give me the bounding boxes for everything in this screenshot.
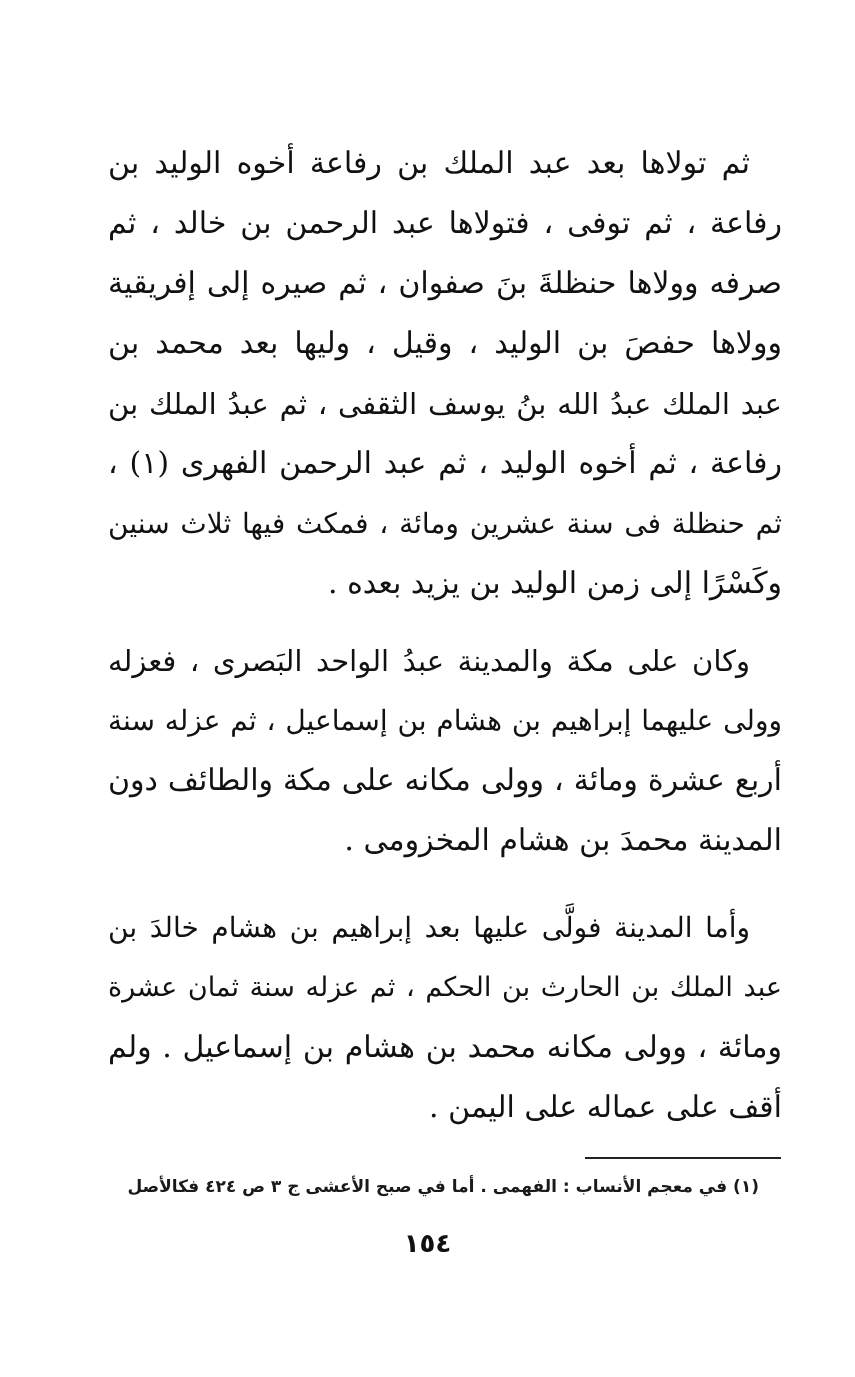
paragraph-line: رفاعة ، ثم توفى ، فتولاها عبد الرحمن بن خالد ، ثم (108, 206, 782, 241)
paragraph-1 (108, 134, 782, 614)
paragraph-line: ومائة ، وولى مكانه محمد بن هشام بن إسماعيل . ولم (108, 1030, 782, 1065)
paragraph-line: أربع عشرة ومائة ، وولى مكانه على مكة والطائف دون (108, 763, 782, 798)
paragraph-line: وكان على مكة والمدينة عبدُ الواحد البَصرى ، فعزله (108, 644, 750, 678)
paragraph-line: صرفه وولاها حنظلةَ بنَ صفوان ، ثم صيره إلى إفريقية (108, 266, 782, 301)
paragraph-line: المدينة محمدَ بن هشام المخزومى . (344, 823, 782, 858)
paragraph-2 (108, 631, 782, 871)
page-number: ١٥٤ (403, 1229, 452, 1259)
paragraph-line: وأما المدينة فولَّى عليها بعد إبراهيم بن هشام خالدَ بن (108, 911, 750, 944)
paragraph-3 (108, 898, 782, 1138)
paragraph-line: وولى عليهما إبراهيم بن هشام بن إسماعيل ، ثم عزله سنة (108, 704, 782, 737)
paragraph-line: عبد الملك بن الحارث بن الحكم ، ثم عزله سنة ثمان عشرة (108, 972, 782, 1003)
footnote-divider (585, 1157, 781, 1159)
paragraph-line: رفاعة ، ثم أخوه الوليد ، ثم عبد الرحمن الفهرى (١) ، (108, 446, 782, 481)
paragraph-line: ثم حنظلة فى سنة عشرين ومائة ، فمكث فيها ثلاث سنين (108, 507, 782, 540)
paragraph-line: وولاها حفصَ بن الوليد ، وقيل ، وليها بعد محمد بن (108, 326, 782, 361)
footnote: (١) في معجم الأنساب : الفهمى . أما في صبح الأعشى ج ٣ ص ٤٢٤ فكالأصل (127, 1177, 759, 1197)
paragraph-line: ثم تولاها بعد عبد الملك بن رفاعة أخوه الوليد بن (108, 146, 750, 181)
paragraph-line: أقف على عماله على اليمن . (429, 1090, 782, 1125)
paragraph-line: وكَسْرًا إلى زمن الوليد بن يزيد بعده . (328, 566, 782, 601)
paragraph-line: عبد الملك عبدُ الله بنُ يوسف الثقفى ، ثم عبدُ الملك بن (108, 387, 782, 421)
